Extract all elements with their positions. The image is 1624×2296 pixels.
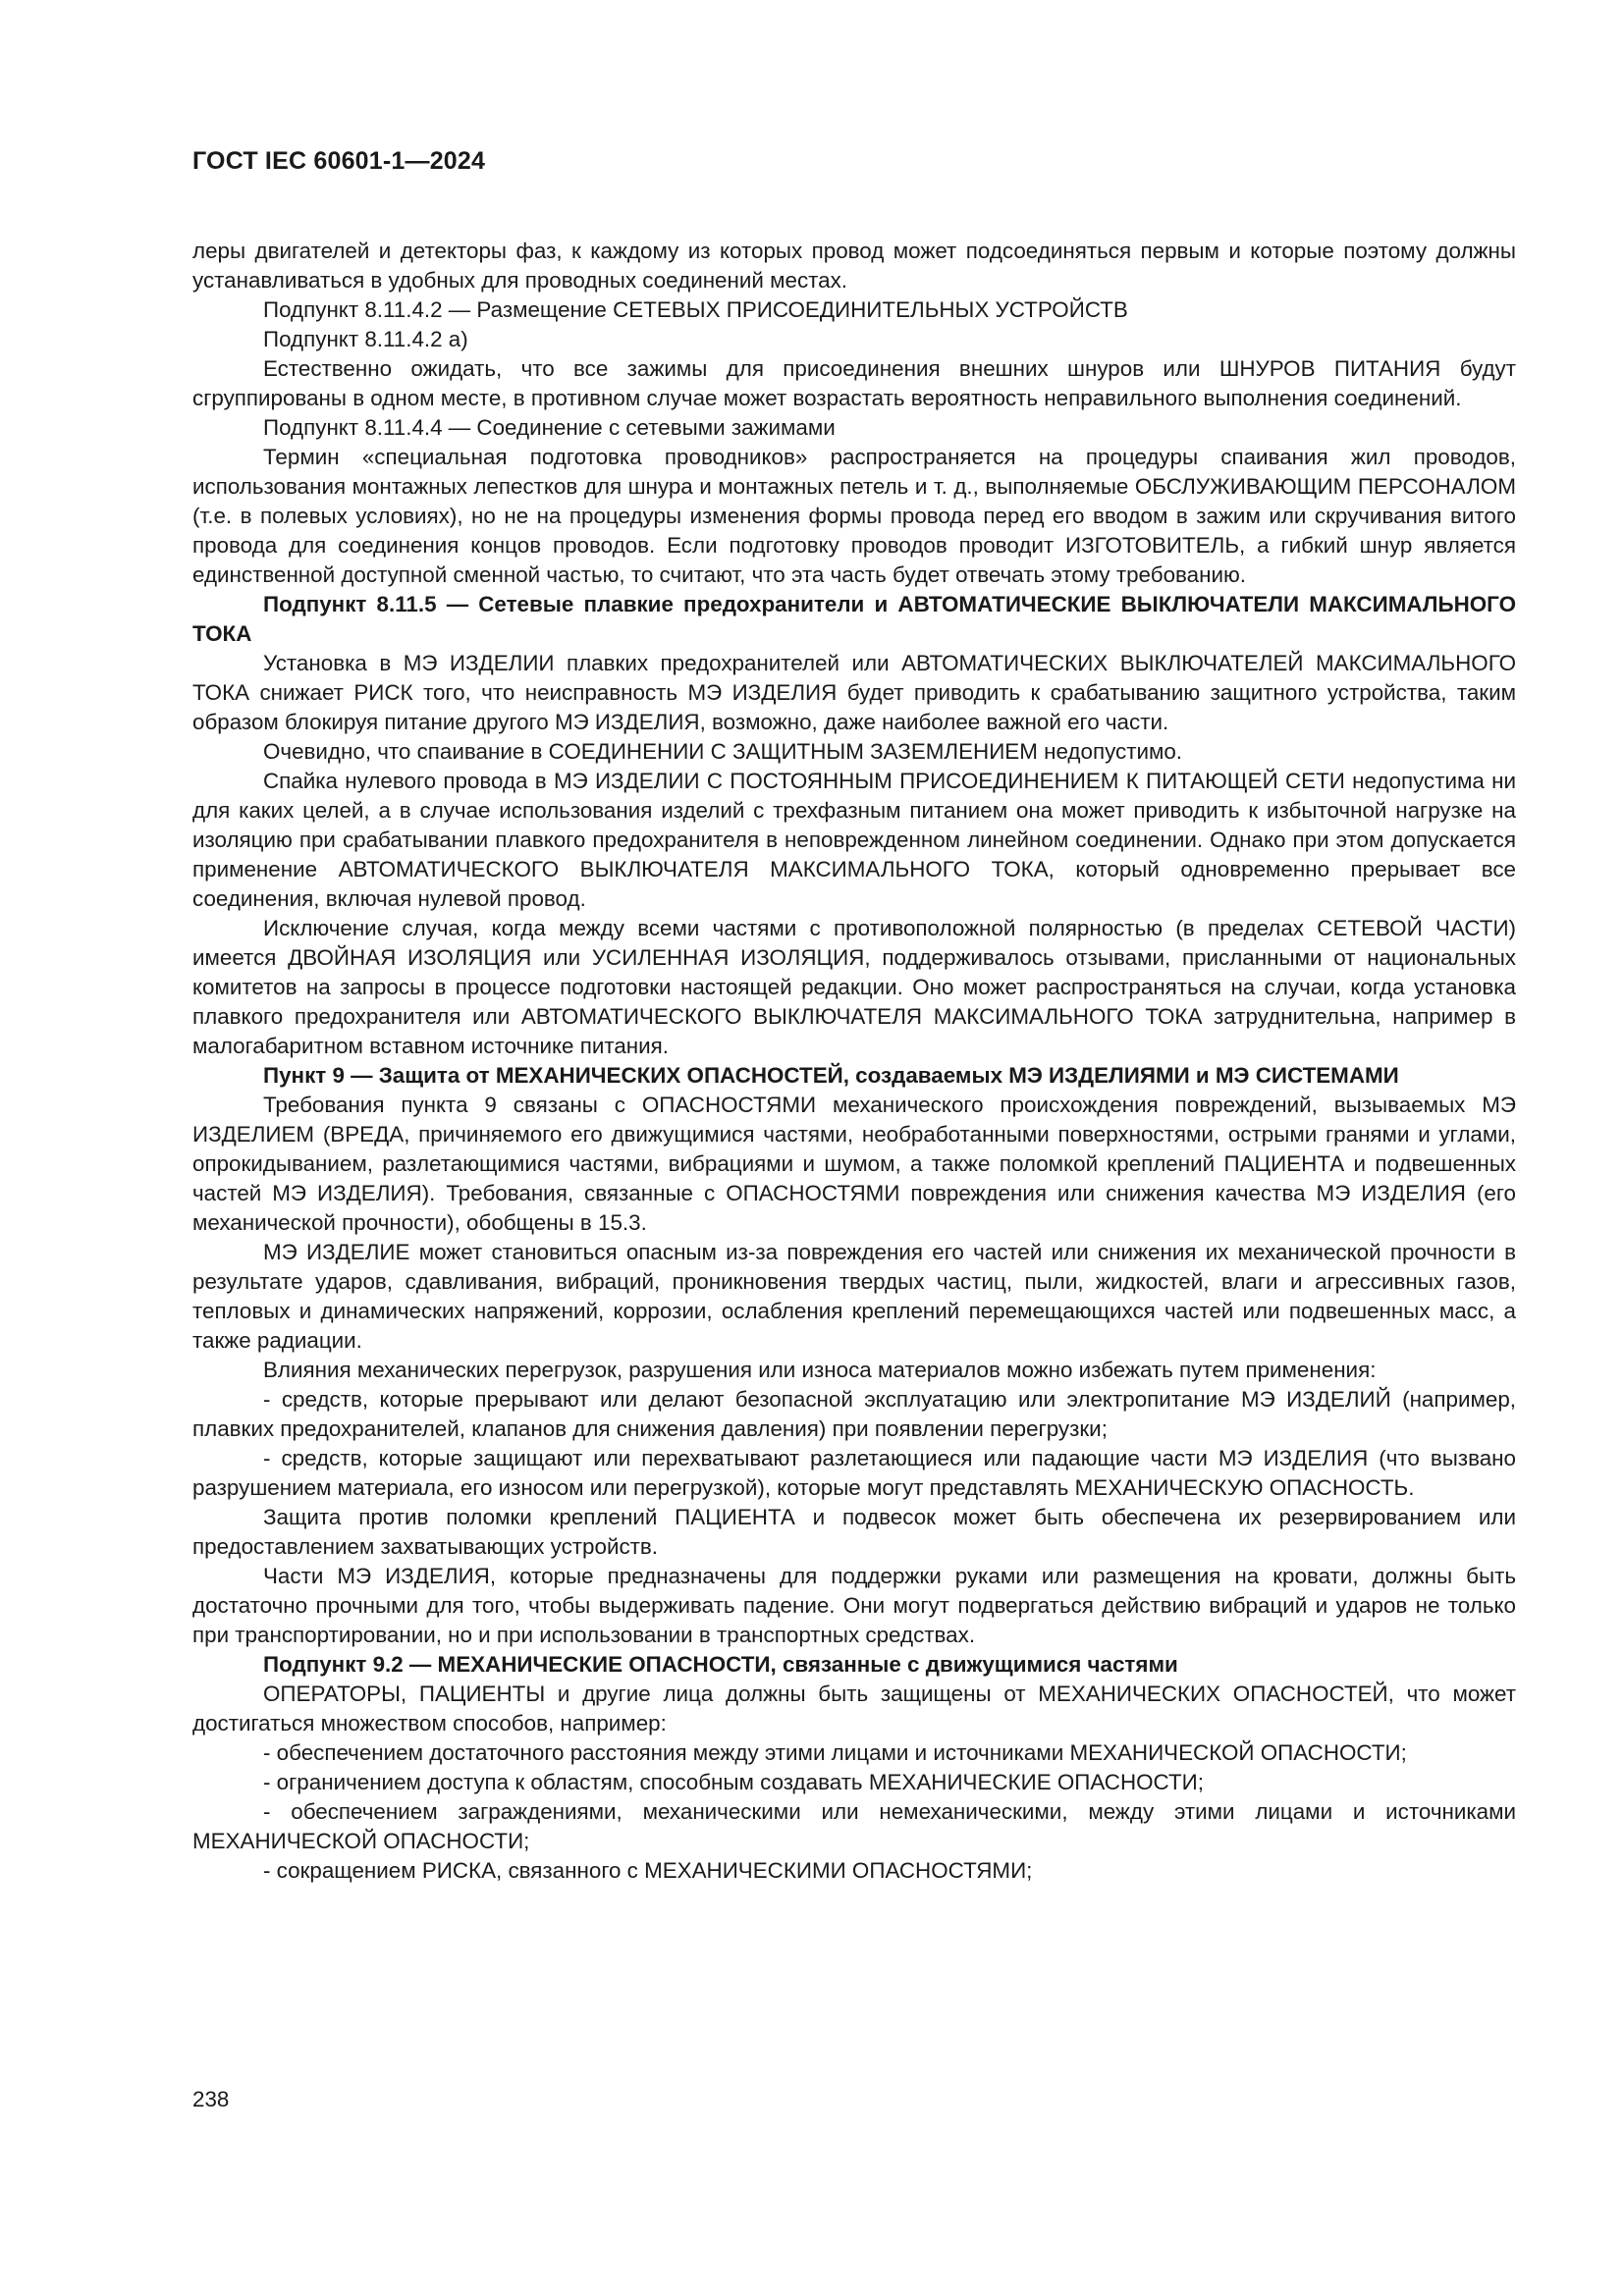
document-page — [192, 147, 1516, 1886]
paragraph: Термин «специальная подготовка проводников» распространяется на процедуры спаивания жил проводов, использования монтажных лепестков для шнура и монтажных петель и т. д., выполняемые ОБСЛУЖИВАЮЩИМ ПЕРСОНАЛОМ (т.е. в полевых условиях), но не на процедуры изменения формы провода перед его вводом в зажим или скручивания витого провода для соединения концов проводов. Если подготовку проводов проводит ИЗГОТОВИТЕЛЬ, а гибкий шнур является единственной доступной сменной частью, то считают, что эта часть будет отвечать этому требованию. — [192, 445, 1516, 587]
list-item: - ограничением доступа к областям, способным создавать МЕХАНИЧЕСКИЕ ОПАСНОСТИ; — [263, 1770, 1204, 1794]
paragraph: Исключение случая, когда между всеми частями с противоположной полярностью (в пределах СЕТЕВОЙ ЧАСТИ) имеется ДВОЙНАЯ ИЗОЛЯЦИЯ или УСИЛЕННАЯ ИЗОЛЯЦИЯ, поддерживалось отзывами, присланными от национальных комитетов на запросы в процессе подготовки настоящей редакции. Оно может распространяться на случаи, когда установка плавкого предохранителя или АВТОМАТИЧЕСКОГО ВЫКЛЮЧАТЕЛЯ МАКСИМАЛЬНОГО ТОКА затруднительна, например в малогабаритном вставном источнике питания. — [192, 916, 1516, 1058]
paragraph: Части МЭ ИЗДЕЛИЯ, которые предназначены для поддержки руками или размещения на кровати, должны быть достаточно прочными для того, чтобы выдерживать падение. Они могут подвергаться действию вибраций и ударов не только при транспортировании, но и при использовании в транспортных средствах. — [192, 1564, 1516, 1647]
document-header: ГОСТ IEC 60601-1—2024 — [192, 147, 486, 175]
subsection-heading: Подпункт 8.11.4.4 — Соединение с сетевыми зажимами — [263, 415, 836, 440]
paragraph: леры двигателей и детекторы фаз, к каждому из которых провод может подсоединяться первым и которые поэтому должны устанавливаться в удобных для проводных соединений местах. — [192, 239, 1516, 293]
subsection-heading: Подпункт 8.11.4.2 а) — [263, 327, 468, 351]
subsection-heading: Подпункт 8.11.4.2 — Размещение СЕТЕВЫХ ПРИСОЕДИНИТЕЛЬНЫХ УСТРОЙСТВ — [263, 297, 1128, 322]
list-item: - средств, которые защищают или перехватывают разлетающиеся или падающие части МЭ ИЗДЕЛИЯ (что вызвано разрушением материала, его износом или перегрузкой), которые могут представлять МЕХАНИЧЕСКУЮ ОПАСНОСТЬ. — [192, 1446, 1516, 1500]
section-heading: Подпункт 8.11.5 — Сетевые плавкие предохранители и АВТОМАТИЧЕСКИЕ ВЫКЛЮЧАТЕЛИ МАКСИМАЛЬНОГО ТОКА — [192, 592, 1516, 646]
paragraph: Защита против поломки креплений ПАЦИЕНТА и подвесок может быть обеспечена их резервированием или предоставлением захватывающих устройств. — [192, 1505, 1516, 1559]
document-body — [192, 237, 1516, 1886]
paragraph: Естественно ожидать, что все зажимы для присоединения внешних шнуров или ШНУРОВ ПИТАНИЯ будут сгруппированы в одном месте, в противном случае может возрастать вероятность неправильного выполнения соединений. — [192, 356, 1516, 410]
section-heading: Подпункт 9.2 — МЕХАНИЧЕСКИЕ ОПАСНОСТИ, связанные с движущимися частями — [263, 1652, 1178, 1677]
list-item: - обеспечением достаточного расстояния между этими лицами и источниками МЕХАНИЧЕСКОЙ ОПАСНОСТИ; — [263, 1740, 1407, 1765]
page-number: 238 — [192, 2087, 230, 2111]
list-item: - средств, которые прерывают или делают безопасной эксплуатацию или электропитание МЭ ИЗДЕЛИЙ (например, плавких предохранителей, клапанов для снижения давления) при появлении перегрузки; — [192, 1387, 1516, 1441]
paragraph: Установка в МЭ ИЗДЕЛИИ плавких предохранителей или АВТОМАТИЧЕСКИХ ВЫКЛЮЧАТЕЛЕЙ МАКСИМАЛЬНОГО ТОКА снижает РИСК того, что неисправность МЭ ИЗДЕЛИЯ будет приводить к срабатыванию защитного устройства, таким образом блокируя питание другого МЭ ИЗДЕЛИЯ, возможно, даже наиболее важной его части. — [192, 651, 1516, 734]
paragraph: Спайка нулевого провода в МЭ ИЗДЕЛИИ С ПОСТОЯННЫМ ПРИСОЕДИНЕНИЕМ К ПИТАЮЩЕЙ СЕТИ недопустима ни для каких целей, а в случае использования изделий с трехфазным питанием она может приводить к избыточной нагрузке на изоляцию при срабатывании плавкого предохранителя в неповрежденном линейном соединении. Однако при этом допускается применение АВТОМАТИЧЕСКОГО ВЫКЛЮЧАТЕЛЯ МАКСИМАЛЬНОГО ТОКА, который одновременно прерывает все соединения, включая нулевой провод. — [192, 769, 1516, 911]
paragraph: МЭ ИЗДЕЛИЕ может становиться опасным из-за повреждения его частей или снижения их механической прочности в результате ударов, сдавливания, вибраций, проникновения твердых частиц, пыли, жидкостей, влаги и агрессивных газов, тепловых и динамических напряжений, коррозии, ослабления креплений перемещающихся частей или подвешенных масс, а также радиации. — [192, 1240, 1516, 1353]
paragraph: ОПЕРАТОРЫ, ПАЦИЕНТЫ и другие лица должны быть защищены от МЕХАНИЧЕСКИХ ОПАСНОСТЕЙ, что может достигаться множеством способов, например: — [192, 1682, 1516, 1735]
paragraph: Требования пункта 9 связаны с ОПАСНОСТЯМИ механического происхождения повреждений, вызываемых МЭ ИЗДЕЛИЕМ (ВРЕДА, причиняемого его движущимися частями, необработанными поверхностями, острыми гранями и углами, опрокидыванием, разлетающимися частями, вибрациями и шумом, а также поломкой креплений ПАЦИЕНТА и подвешенных частей МЭ ИЗДЕЛИЯ). Требования, связанные с ОПАСНОСТЯМИ повреждения или снижения качества МЭ ИЗДЕЛИЯ (его механической прочности), обобщены в 15.3. — [192, 1093, 1516, 1235]
list-item: - обеспечением заграждениями, механическими или немеханическими, между этими лицами и источниками МЕХАНИЧЕСКОЙ ОПАСНОСТИ; — [192, 1799, 1516, 1853]
paragraph: Влияния механических перегрузок, разрушения или износа материалов можно избежать путем применения: — [263, 1358, 1377, 1382]
section-heading: Пункт 9 — Защита от МЕХАНИЧЕСКИХ ОПАСНОСТЕЙ, создаваемых МЭ ИЗДЕЛИЯМИ и МЭ СИСТЕМАМИ — [263, 1063, 1399, 1088]
paragraph: Очевидно, что спаивание в СОЕДИНЕНИИ С ЗАЩИТНЫМ ЗАЗЕМЛЕНИЕМ недопустимо. — [263, 739, 1183, 764]
list-item: - сокращением РИСКА, связанного с МЕХАНИЧЕСКИМИ ОПАСНОСТЯМИ; — [263, 1858, 1033, 1883]
